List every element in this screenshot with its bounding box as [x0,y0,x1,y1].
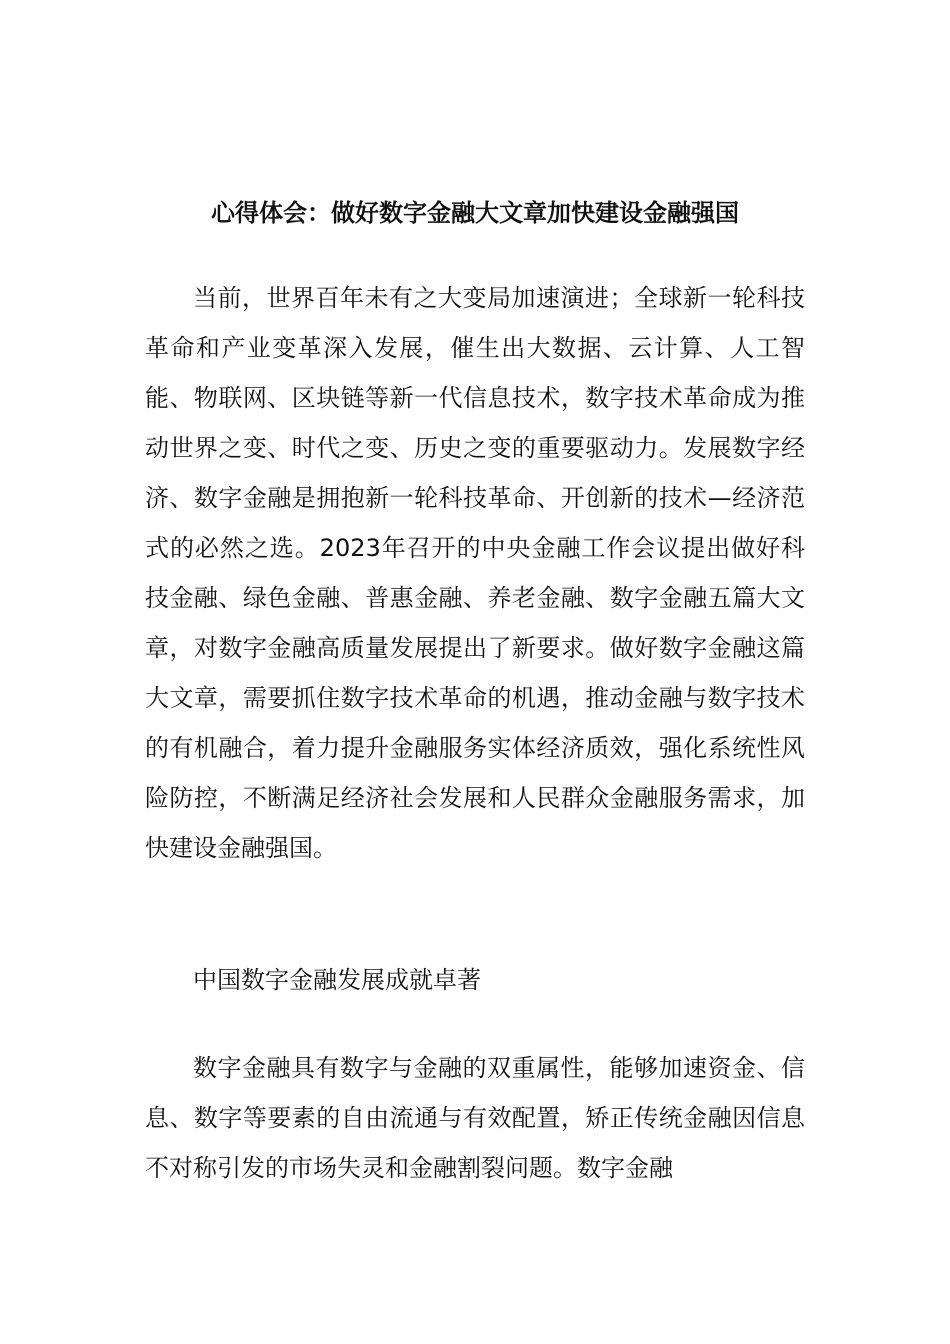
section-heading: 中国数字金融发展成就卓著 [193,966,481,994]
body-paragraph-intro: 当前，世界百年未有之大变局加速演进；全球新一轮科技革命和产业变革深入发展，催生出大数据、云计算、人工智能、物联网、区块链等新一代信息技术，数字技术革命成为推动世界之变、时代之变、历史之变的重要驱动力。发展数字经济、数字金融是拥抱新一轮科技革命、开创新的技术—经济范式的必然之选。2023年召开的中央金融工作会议提出做好科技金融、绿色金融、普惠金融、养老金融、数字金融五篇大文章，对数字金融高质量发展提出了新要求。做好数字金融这篇大文章，需要抓住数字技术革命的机遇，推动金融与数字技术的有机融合，着力提升金融服务实体经济质效，强化系统性风险防控，不断满足经济社会发展和人民群众金融服务需求，加快建设金融强国。 [145,284,805,862]
document-title: 心得体会：做好数字金融大文章加快建设金融强国 [211,199,739,227]
body-paragraph-section: 数字金融具有数字与金融的双重属性，能够加速资金、信息、数字等要素的自由流通与有效配置，矫正传统金融因信息不对称引发的市场失灵和金融割裂问题。数字金融 [145,1054,805,1182]
